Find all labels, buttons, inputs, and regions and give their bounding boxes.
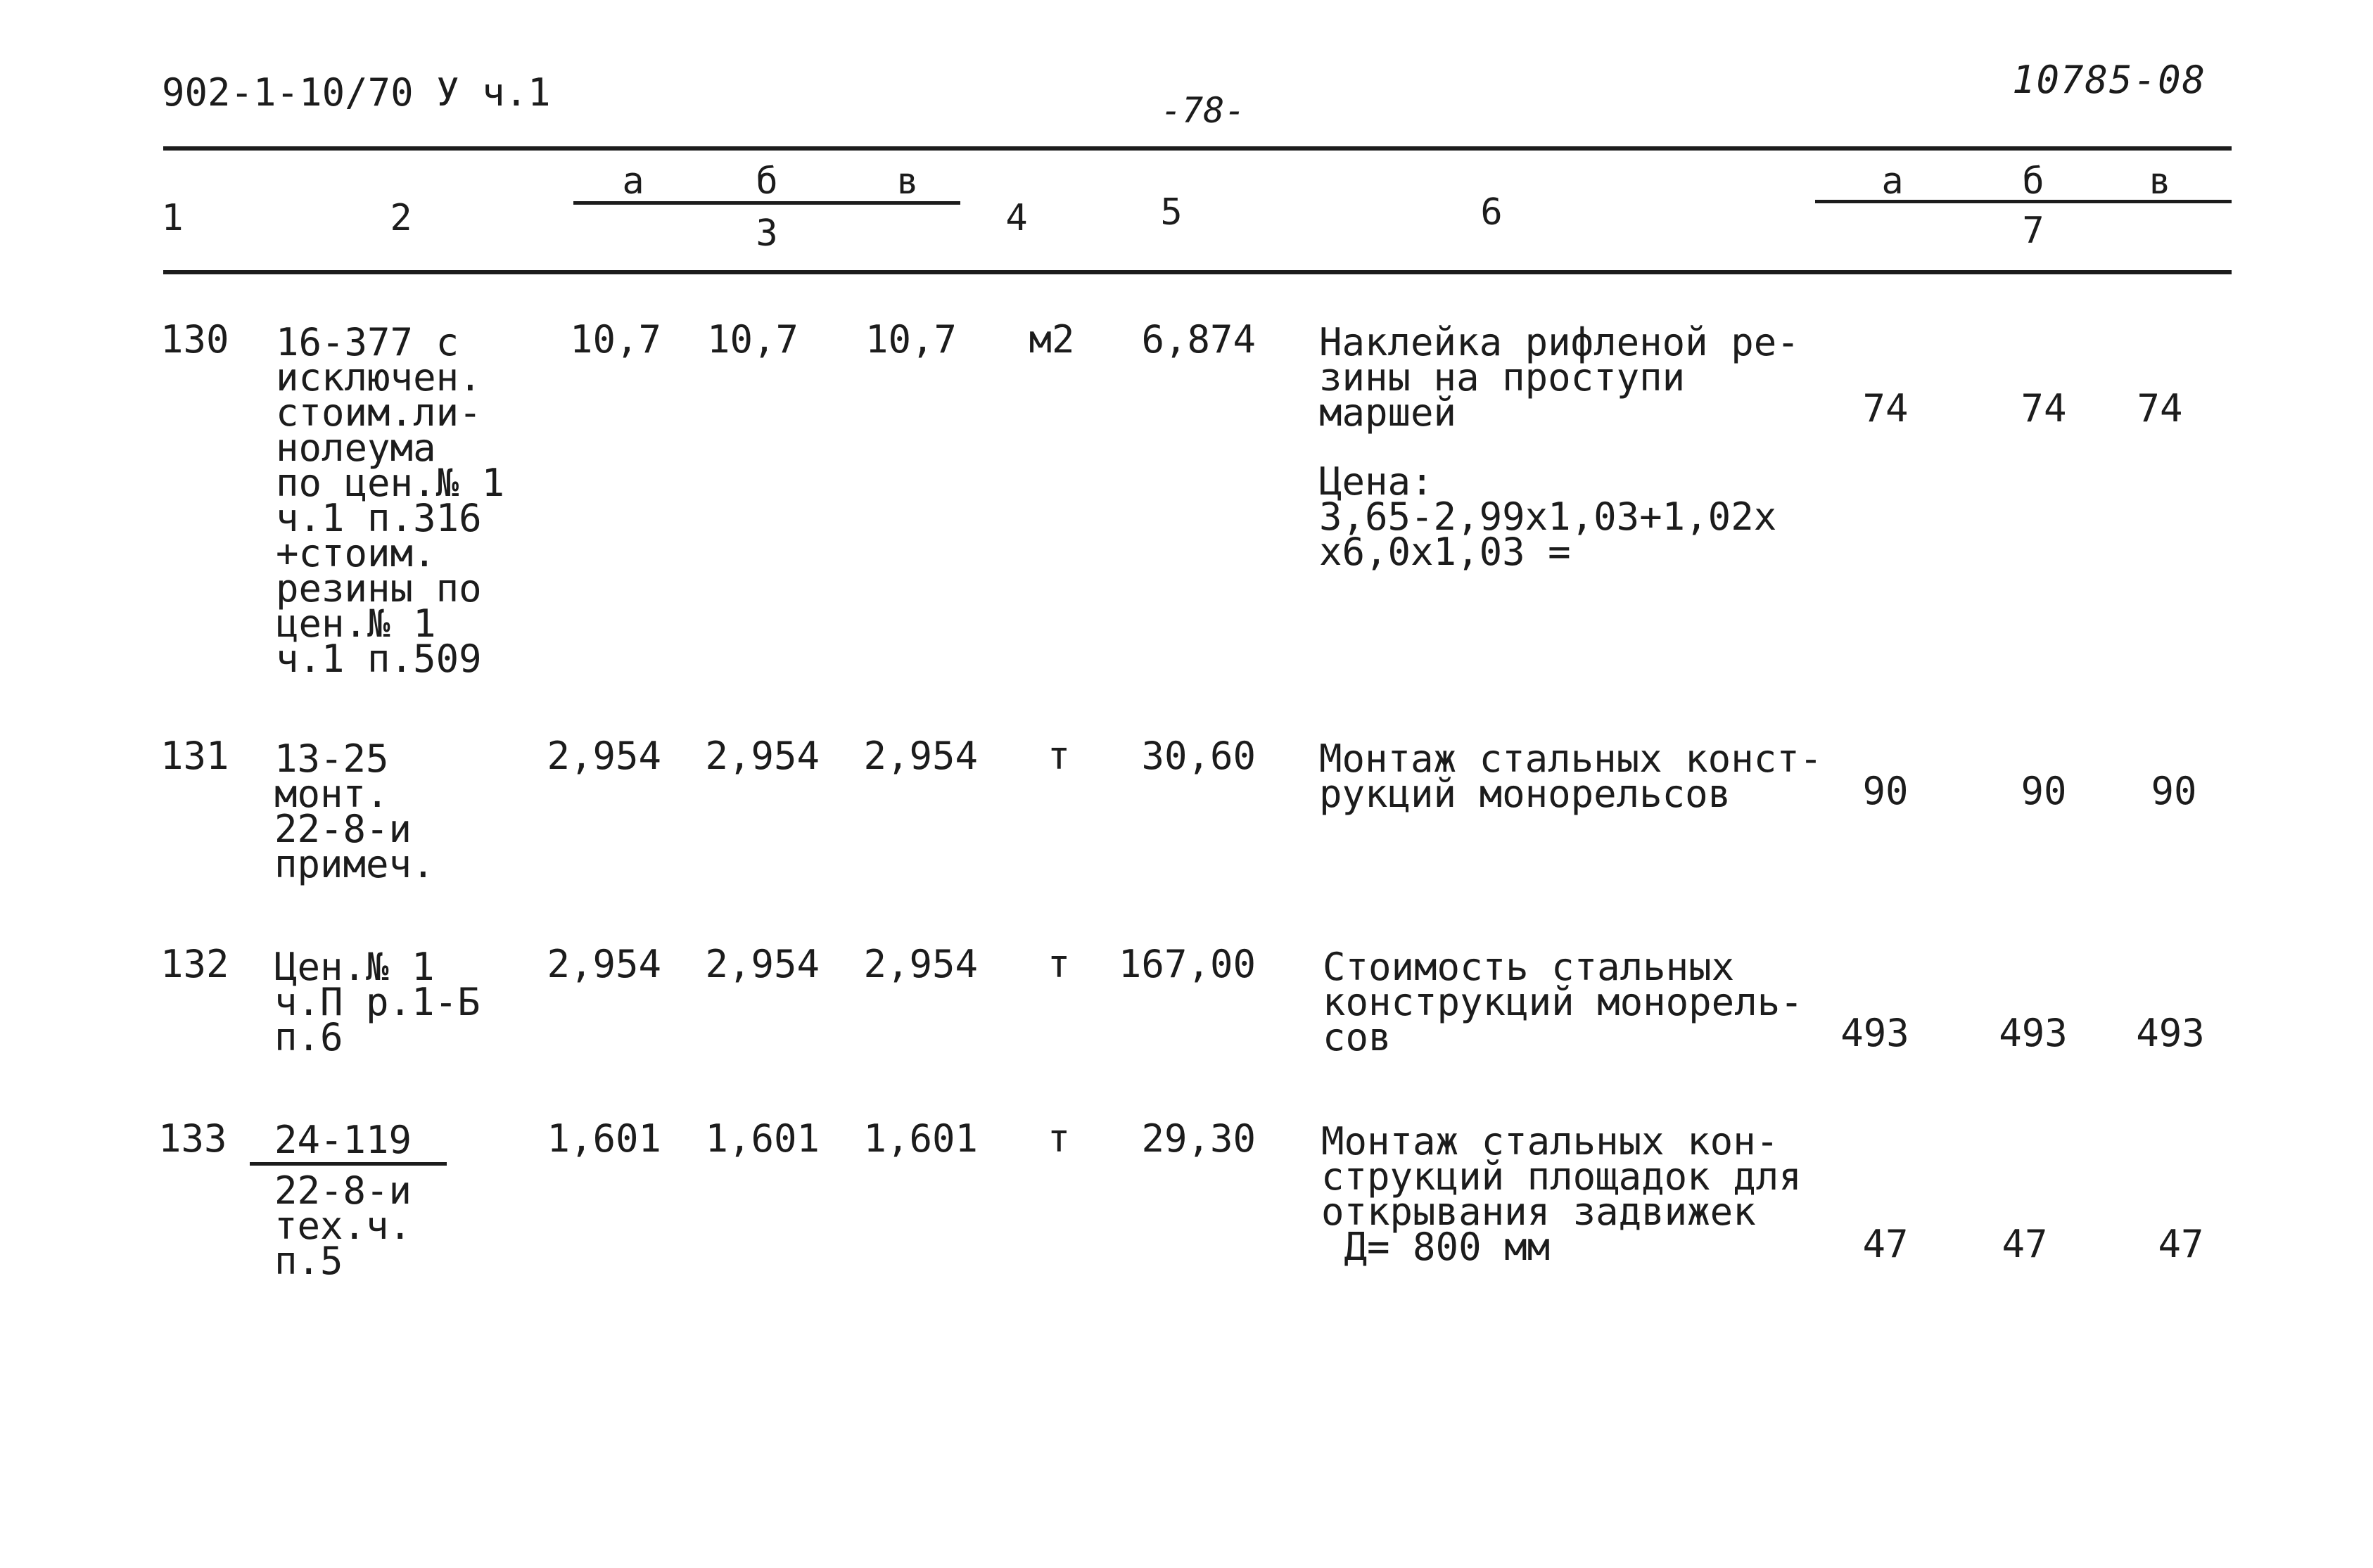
basis-reference: 13-25 монт. 22-8-и примеч.: [274, 737, 435, 886]
page-number: -78-: [1161, 90, 1246, 131]
work-description: Монтаж стальных кон- струкций площадок для открывания задвижек Д= 800 мм: [1321, 1119, 1802, 1269]
quantity-b: 2,954: [705, 942, 820, 986]
value-b: 47: [2002, 1222, 2048, 1266]
unit-price: 167,00: [1118, 942, 1256, 986]
unit-price: 30,60: [1141, 734, 1256, 778]
quantity-b: 1,601: [705, 1116, 820, 1161]
basis-reference: 16-377 с исключен. стоим.ли- нолеума по цен.№ 1 ч.1 п.316 +стоим. резины по цен.№ 1 ч.1 п.509: [276, 320, 505, 681]
col-header-7b: б: [2022, 160, 2044, 203]
value-c: 90: [2151, 769, 2197, 813]
row-number: 130: [160, 317, 229, 362]
unit: т: [1047, 1116, 1071, 1161]
value-a: 493: [1840, 1011, 1909, 1055]
value-b: 493: [1999, 1011, 2068, 1055]
quantity-a: 2,954: [547, 942, 661, 986]
unit: т: [1047, 734, 1071, 778]
price-calculation: Цена: 3,65-2,99х1,03+1,02х х6,0х1,03 =: [1319, 459, 1777, 574]
col-header-3: 3: [756, 212, 778, 255]
unit-price: 6,874: [1141, 317, 1256, 362]
value-b: 90: [2021, 769, 2067, 813]
basis-reference-numerator: 24-119: [250, 1123, 447, 1166]
col-header-3b: б: [756, 160, 778, 203]
value-b: 74: [2021, 386, 2067, 431]
col-header-3c: в: [896, 160, 919, 203]
quantity-b: 2,954: [705, 734, 820, 778]
col-header-7c: в: [2149, 160, 2171, 203]
quantity-c: 1,601: [863, 1116, 978, 1161]
value-a: 90: [1862, 769, 1909, 813]
row-number: 133: [158, 1116, 227, 1161]
row-number: 132: [160, 942, 229, 986]
unit-price: 29,30: [1141, 1116, 1256, 1161]
unit: м2: [1029, 317, 1075, 362]
quantity-a: 10,7: [569, 317, 661, 362]
work-description: Стоимость стальных конструкций монорель- сов: [1323, 945, 1803, 1059]
value-c: 493: [2136, 1011, 2205, 1055]
col-header-2: 2: [390, 197, 412, 239]
quantity-c: 2,954: [863, 942, 978, 986]
quantity-c: 2,954: [863, 734, 978, 778]
value-a: 47: [1862, 1222, 1909, 1266]
document-code: 902-1-10/70 У ч.1: [162, 70, 551, 115]
col-header-6: 6: [1480, 191, 1503, 234]
quantity-b: 10,7: [706, 317, 799, 362]
col-header-1: 1: [161, 197, 184, 239]
col-header-7a: а: [1881, 160, 1904, 203]
work-description: Монтаж стальных конст- рукций монорельсов: [1319, 737, 1823, 816]
col-header-7: 7: [2022, 210, 2044, 252]
quantity-c: 10,7: [865, 317, 957, 362]
quantity-a: 1,601: [547, 1116, 661, 1161]
archive-number: 10785-08: [2012, 58, 2207, 102]
col-header-5: 5: [1160, 191, 1183, 234]
unit: т: [1047, 942, 1071, 986]
col-header-3a: а: [622, 160, 644, 203]
value-c: 47: [2158, 1222, 2204, 1266]
work-description: Наклейка рифленой ре- зины на проступи маршей: [1319, 320, 1800, 435]
basis-reference: 22-8-и тех.ч. п.5: [274, 1168, 412, 1283]
value-a: 74: [1862, 386, 1909, 431]
col-header-4: 4: [1005, 197, 1028, 239]
basis-reference: Цен.№ 1 ч.П р.1-Б п.6: [274, 945, 481, 1059]
value-c: 74: [2137, 386, 2183, 431]
quantity-a: 2,954: [547, 734, 661, 778]
row-number: 131: [160, 734, 229, 778]
table-top-rule: [163, 146, 2232, 151]
table-header-bottom-rule: [163, 270, 2232, 274]
